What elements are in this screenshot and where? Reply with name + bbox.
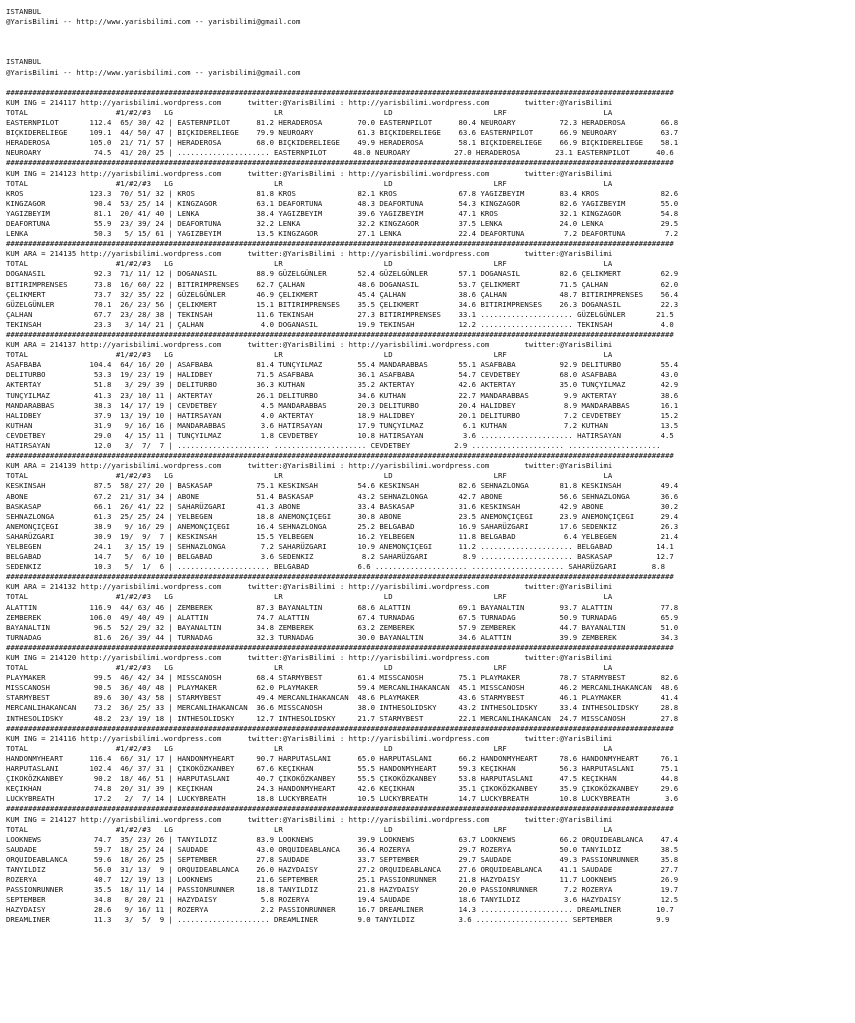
horse-row: ÇALHAN 67.7 23/ 28/ 38 | TEKINSAH 11.6 TEKINSAH 27.3 BITIRIMPRENSES 33.1 ..................... GÜZELGÜNLER 21.5 — [6, 309, 674, 319]
race-header-line: KUM ARA = 214132 http://yarisbilimi.wordpress.com twitter:@YarisBilimi : http://yarisbilimi.wordpress.com twitter:@YarisBilimi — [6, 582, 613, 592]
horse-row: EASTERNPILOT 112.4 65/ 30/ 42 | EASTERNPILOT 81.2 HERADEROSA 70.0 EASTERNPILOT 80.4 NEUROARY 72.3 HERADEROSA 66.8 — [6, 118, 679, 128]
contact-line: @YarisBilimi -- http://www.yarisbilimi.com -- yarisbilimi@gmail.com — [6, 17, 301, 27]
horse-row: HERADEROSA 105.0 21/ 71/ 57 | HERADEROSA 68.0 BIÇKIDERELIEGE 49.9 HERADEROSA 58.1 BIÇKIDERELIEGE 66.9 BIÇKIDERELIEGE 58.1 — [6, 138, 679, 148]
section-separator: ######################################################################################################################################################## — [6, 158, 674, 168]
horse-row: TUNÇYILMAZ 41.3 23/ 10/ 11 | AKTERTAY 26.1 DELITURBO 34.6 KUTHAN 22.7 MANDARABBAS 9.9 AKTERTAY 38.6 — [6, 390, 679, 400]
horse-row: SEDENKIZ 10.3 5/ 1/ 6 | ..................... BELGABAD 6.6 ..................... ..................... SAHARÜZGARI 8.8 — [6, 562, 665, 572]
section-separator: ######################################################################################################################################################## — [6, 451, 674, 461]
horse-row: SEPTEMBER 34.8 8/ 20/ 21 | HAZYDAISY 5.8 ROZERYA 19.4 SAUDADE 18.6 TANYILDIZ 3.6 HAZYDAISY 12.5 — [6, 895, 679, 905]
horse-row: ALATTIN 116.9 44/ 63/ 46 | ZEMBEREK 87.3 BAYANALTIN 68.6 ALATTIN 69.1 BAYANALTIN 93.7 ALATTIN 77.8 — [6, 602, 679, 612]
horse-row: MANDARABBAS 38.3 14/ 17/ 19 | CEVDETBEY 4.5 MANDARABBAS 20.3 DELITURBO 20.4 HALIDBEY 8.9 MANDARABBAS 16.1 — [6, 400, 679, 410]
horse-row: MISSCANOSH 90.5 36/ 40/ 48 | PLAYMAKER 62.0 PLAYMAKER 59.4 MERCANLIHAKANCAN 45.1 MISSCANOSH 46.2 MERCANLIHAKANCAN 48.6 — [6, 683, 679, 693]
horse-row: KINGZAGOR 90.4 53/ 25/ 14 | KINGZAGOR 63.1 DEAFORTUNA 48.3 DEAFORTUNA 54.3 KINGZAGOR 82.6 YAGIZBEYIM 55.0 — [6, 198, 679, 208]
horse-row: INTHESOLIDSKY 48.2 23/ 19/ 18 | INTHESOLIDSKY 12.7 INTHESOLIDSKY 21.7 STARMYBEST 22.1 MERCANLIHAKANCAN 24.7 MISSCANOSH 27.8 — [6, 713, 679, 723]
horse-row: DREAMLINER 11.3 3/ 5/ 9 | ..................... DREAMLINER 9.0 TANYILDIZ 3.6 ..................... SEPTEMBER 9.9 — [6, 915, 670, 925]
blank-line — [6, 27, 678, 37]
horse-row: ANEMONÇIÇEGI 38.9 9/ 16/ 29 | ANEMONÇIÇEGI 16.4 SEHNAZLONGA 25.2 BELGABAD 16.9 SAHARÜZGARI 17.6 SEDENKIZ 26.3 — [6, 521, 679, 531]
horse-row: GÜZELGÜNLER 70.1 26/ 23/ 56 | ÇELIKMERT 15.1 BITIRIMPRENSES 35.5 ÇELIKMERT 34.6 BITIRIMPRENSES 26.3 DOGANASIL 22.3 — [6, 299, 679, 309]
horse-row: SEHNAZLONGA 61.3 25/ 25/ 24 | YELBEGEN 18.8 ANEMONÇIÇEGI 30.8 ABONE 23.5 ANEMONÇIÇEGI 23.9 ANEMONÇIÇEGI 29.4 — [6, 511, 679, 521]
column-header-line: TOTAL #1/#2/#3 LG LR LD LRF LA — [6, 663, 613, 673]
section-separator: ######################################################################################################################################################## — [6, 572, 674, 582]
horse-row: TANYILDIZ 56.0 31/ 13/ 9 | ORQUIDEABLANCA 26.0 HAZYDAISY 27.2 ORQUIDEABLANCA 27.6 ORQUIDEABLANCA 41.1 SAUDADE 27.7 — [6, 864, 679, 874]
race-header-line: KUM ING = 214117 http://yarisbilimi.wordpress.com twitter:@YarisBilimi : http://yarisbilimi.wordpress.com twitter:@YarisBilimi — [6, 97, 613, 107]
horse-row: CEVDETBEY 29.0 4/ 15/ 11 | TUNÇYILMAZ 1.8 CEVDETBEY 10.8 HATIRSAYAN 3.6 ..................... HATIRSAYAN 4.5 — [6, 430, 674, 440]
column-header-line: TOTAL #1/#2/#3 LG LR LD LRF LA — [6, 178, 613, 188]
horse-row: BIÇKIDERELIEGE 109.1 44/ 50/ 47 | BIÇKIDERELIEGE 79.9 NEUROARY 61.3 BIÇKIDERELIEGE 63.6 EASTERNPILOT 66.9 NEUROARY 63.7 — [6, 128, 679, 138]
horse-row: TURNADAG 81.6 26/ 39/ 44 | TURNADAG 32.3 TURNADAG 30.0 BAYANALTIN 34.6 ALATTIN 39.9 ZEMBEREK 34.3 — [6, 632, 679, 642]
horse-row: HALIDBEY 37.9 13/ 19/ 10 | HATIRSAYAN 4.0 AKTERTAY 18.9 HALIDBEY 20.1 DELITURBO 7.2 CEVDETBEY 15.2 — [6, 410, 679, 420]
horse-row: BAYANALTIN 96.5 52/ 29/ 32 | BAYANALTIN 34.8 ZEMBEREK 63.2 ZEMBEREK 57.9 ZEMBEREK 44.7 BAYANALTIN 51.0 — [6, 622, 679, 632]
column-header-line: TOTAL #1/#2/#3 LG LR LD LRF LA — [6, 471, 613, 481]
horse-row: YAGIZBEYIM 81.1 20/ 41/ 40 | LENKA 38.4 YAGIZBEYIM 39.6 YAGIZBEYIM 47.1 KROS 32.1 KINGZAGOR 54.8 — [6, 208, 679, 218]
section-separator: ######################################################################################################################################################## — [6, 87, 674, 97]
horse-row: DOGANASIL 92.3 71/ 11/ 12 | DOGANASIL 88.9 GÜZELGÜNLER 52.4 GÜZELGÜNLER 57.1 DOGANASIL 82.6 ÇELIKMERT 62.9 — [6, 269, 679, 279]
horse-row: ABONE 67.2 21/ 31/ 34 | ABONE 51.4 BASKASAP 43.2 SEHNAZLONGA 42.7 ABONE 56.6 SEHNAZLONGA 36.6 — [6, 491, 679, 501]
horse-row: KROS 123.3 70/ 51/ 32 | KROS 81.8 KROS 82.1 KROS 67.8 YAGIZBEYIM 83.4 KROS 82.6 — [6, 188, 679, 198]
section-separator: ######################################################################################################################################################## — [6, 723, 674, 733]
blank-line — [6, 78, 678, 88]
horse-row: DEAFORTUNA 55.9 23/ 39/ 24 | DEAFORTUNA 32.2 LENKA 32.2 KINGZAGOR 37.5 LENKA 24.0 LENKA 29.5 — [6, 218, 679, 228]
horse-row: BELGABAD 14.7 5/ 6/ 10 | BELGABAD 3.6 SEDENKIZ 8.2 SAHARÜZGARI 8.9 ..................... BASKASAP 12.7 — [6, 552, 674, 562]
horse-row: SAHARÜZGARI 30.9 19/ 9/ 7 | KESKINSAH 15.5 YELBEGEN 16.2 YELBEGEN 11.8 BELGABAD 6.4 YELBEGEN 21.4 — [6, 531, 679, 541]
race-header-line: KUM ING = 214120 http://yarisbilimi.wordpress.com twitter:@YarisBilimi : http://yarisbilimi.wordpress.com twitter:@YarisBilimi — [6, 653, 613, 662]
horse-row: PLAYMAKER 99.5 46/ 42/ 34 | MISSCANOSH 68.4 STARMYBEST 61.4 MISSCANOSH 75.1 PLAYMAKER 78.7 STARMYBEST 82.6 — [6, 673, 679, 683]
horse-row: BASKASAP 66.1 26/ 41/ 22 | SAHARÜZGARI 41.3 ABONE 33.4 BASKASAP 31.6 KESKINSAH 42.9 ABONE 30.2 — [6, 501, 679, 511]
city-title: ISTANBUL — [6, 7, 42, 16]
column-header-line: TOTAL #1/#2/#3 LG LR LD LRF LA — [6, 350, 613, 360]
horse-row: DELITURBO 53.3 19/ 23/ 19 | HALIDBEY 71.5 ASAFBABA 36.1 ASAFBABA 54.7 CEVDETBEY 68.0 ASAFBABA 43.0 — [6, 370, 679, 380]
horse-row: HANDONMYHEART 116.4 66/ 31/ 17 | HANDONMYHEART 90.7 HARPUTASLANI 65.0 HARPUTASLANI 66.2 HANDONMYHEART 78.6 HANDONMYHEART 76.1 — [6, 753, 679, 763]
column-header-line: TOTAL #1/#2/#3 LG LR LD LRF LA — [6, 259, 613, 269]
horse-row: HARPUTASLANI 102.4 46/ 37/ 31 | ÇIKOKÖZKANBEY 67.6 KEÇIKHAN 55.5 HANDONMYHEART 59.3 KEÇIKHAN 56.3 HARPUTASLANI 75.1 — [6, 764, 679, 774]
section-separator: ######################################################################################################################################################## — [6, 804, 674, 814]
city-title: ISTANBUL — [6, 57, 42, 67]
race-header-line: KUM ING = 214123 http://yarisbilimi.wordpress.com twitter:@YarisBilimi : http://yarisbilimi.wordpress.com twitter:@YarisBilimi — [6, 168, 613, 178]
horse-row: ÇIKOKÖZKANBEY 90.2 18/ 46/ 51 | HARPUTASLANI 40.7 ÇIKOKÖZKANBEY 55.5 ÇIKOKÖZKANBEY 53.8 HARPUTASLANI 47.5 KEÇIKHAN 44.8 — [6, 774, 679, 784]
column-header-line: TOTAL #1/#2/#3 LG LR LD LRF LA — [6, 824, 613, 834]
horse-row: BITIRIMPRENSES 73.8 16/ 60/ 22 | BITIRIMPRENSES 62.7 ÇALHAN 48.6 DOGANASIL 53.7 ÇELIKMERT 71.5 ÇALHAN 62.0 — [6, 279, 679, 289]
blank-line — [6, 37, 678, 47]
horse-row: KESKINSAH 87.5 58/ 27/ 20 | BASKASAP 75.1 KESKINSAH 54.6 KESKINSAH 82.6 SEHNAZLONGA 81.8 KESKINSAH 49.4 — [6, 481, 679, 491]
horse-row: NEUROARY 74.5 41/ 20/ 25 | ..................... EASTERNPILOT 48.0 NEUROARY 27.0 HERADEROSA 23.1 EASTERNPILOT 40.6 — [6, 148, 674, 158]
horse-row: HAZYDAISY 28.6 9/ 16/ 11 | ROZERYA 2.2 PASSIONRUNNER 16.7 DREAMLINER 14.3 ..................... DREAMLINER 10.7 — [6, 905, 674, 915]
horse-row: MERCANLIHAKANCAN 73.2 36/ 25/ 33 | MERCANLIHAKANCAN 36.6 MISSCANOSH 38.0 INTHESOLIDSKY 43.2 INTHESOLIDSKY 33.4 INTHESOLIDSKY 28.8 — [6, 703, 679, 713]
column-header-line: TOTAL #1/#2/#3 LG LR LD LRF LA — [6, 743, 613, 753]
horse-row: KEÇIKHAN 74.8 20/ 31/ 39 | KEÇIKHAN 24.3 HANDONMYHEART 42.6 KEÇIKHAN 35.1 ÇIKOKÖZKANBEY 35.9 ÇIKOKÖZKANBEY 29.6 — [6, 784, 679, 794]
contact-line: @YarisBilimi -- http://www.yarisbilimi.com -- yarisbilimi@gmail.com — [6, 67, 301, 77]
horse-row: PASSIONRUNNER 35.5 18/ 11/ 14 | PASSIONRUNNER 18.8 TANYILDIZ 21.8 HAZYDAISY 20.0 PASSIONRUNNER 7.2 ROZERYA 19.7 — [6, 885, 679, 895]
column-header-line: TOTAL #1/#2/#3 LG LR LD LRF LA — [6, 107, 613, 117]
race-header-line: KUM ARA = 214135 http://yarisbilimi.wordpress.com twitter:@YarisBilimi : http://yarisbilimi.wordpress.com twitter:@YarisBilimi — [6, 249, 613, 259]
blank-line — [6, 47, 678, 57]
horse-row: TEKINSAH 23.3 3/ 14/ 21 | ÇALHAN 4.0 DOGANASIL 19.9 TEKINSAH 12.2 ..................... TEKINSAH 4.0 — [6, 319, 674, 329]
race-header-line: KUM ARA = 214137 http://yarisbilimi.wordpress.com twitter:@YarisBilimi : http://yarisbilimi.wordpress.com twitter:@YarisBilimi — [6, 340, 613, 350]
race-header-line: KUM ING = 214127 http://yarisbilimi.wordpress.com twitter:@YarisBilimi : http://yarisbilimi.wordpress.com twitter:@YarisBilimi — [6, 814, 613, 824]
horse-row: HATIRSAYAN 12.0 3/ 7/ 7 | ..................... ..................... CEVDETBEY 2.9 ..................... ..................... — [6, 441, 661, 451]
horse-row: LUCKYBREATH 17.2 2/ 7/ 14 | LUCKYBREATH 18.8 LUCKYBREATH 10.5 LUCKYBREATH 14.7 LUCKYBREATH 10.8 LUCKYBREATH 3.6 — [6, 794, 679, 804]
horse-row: YELBEGEN 24.1 3/ 15/ 19 | SEHNAZLONGA 7.2 SAHARÜZGARI 10.9 ANEMONÇIÇEGI 11.2 ..................... BELGABAD 14.1 — [6, 541, 674, 551]
section-separator: ######################################################################################################################################################## — [6, 330, 674, 339]
horse-row: SAUDADE 59.7 18/ 25/ 24 | SAUDADE 43.0 ORQUIDEABLANCA 36.4 ROZERYA 29.7 ROZERYA 50.0 TANYILDIZ 38.5 — [6, 844, 679, 854]
horse-row: ÇELIKMERT 73.7 32/ 35/ 22 | GÜZELGÜNLER 46.9 ÇELIKMERT 45.4 ÇALHAN 38.6 ÇALHAN 48.7 BITIRIMPRENSES 56.4 — [6, 289, 679, 299]
horse-row: AKTERTAY 51.8 3/ 29/ 39 | DELITURBO 36.3 KUTHAN 35.2 AKTERTAY 42.6 AKTERTAY 35.0 TUNÇYILMAZ 42.9 — [6, 380, 679, 390]
horse-row: LENKA 50.3 5/ 15/ 61 | YAGIZBEYIM 13.5 KINGZAGOR 27.1 LENKA 22.4 DEAFORTUNA 7.2 DEAFORTUNA 7.2 — [6, 229, 679, 239]
section-separator: ######################################################################################################################################################## — [6, 642, 674, 652]
section-separator: ######################################################################################################################################################## — [6, 239, 674, 249]
horse-row: LOOKNEWS 74.7 35/ 23/ 26 | TANYILDIZ 83.9 LOOKNEWS 39.9 LOOKNEWS 63.7 LOOKNEWS 66.2 ORQUIDEABLANCA 47.4 — [6, 834, 679, 844]
horse-row: ZEMBEREK 106.0 49/ 40/ 49 | ALATTIN 74.7 ALATTIN 67.4 TURNADAG 67.5 TURNADAG 50.9 TURNADAG 65.9 — [6, 612, 679, 622]
horse-row: KUTHAN 31.9 9/ 16/ 16 | MANDARABBAS 3.6 HATIRSAYAN 17.9 TUNÇYILMAZ 6.1 KUTHAN 7.2 KUTHAN 13.5 — [6, 420, 679, 430]
race-header-line: KUM ING = 214116 http://yarisbilimi.wordpress.com twitter:@YarisBilimi : http://yarisbilimi.wordpress.com twitter:@YarisBilimi — [6, 733, 613, 743]
race-header-line: KUM ARA = 214139 http://yarisbilimi.wordpress.com twitter:@YarisBilimi : http://yarisbilimi.wordpress.com twitter:@YarisBilimi — [6, 461, 613, 471]
horse-row: ORQUIDEABLANCA 59.6 18/ 26/ 25 | SEPTEMBER 27.8 SAUDADE 33.7 SEPTEMBER 29.7 SAUDADE 49.3 PASSIONRUNNER 35.8 — [6, 854, 679, 864]
horse-row: ROZERYA 40.7 12/ 19/ 13 | LOOKNEWS 21.6 SEPTEMBER 25.1 PASSIONRUNNER 21.8 HAZYDAISY 11.7 LOOKNEWS 26.9 — [6, 875, 679, 885]
horse-row: STARMYBEST 89.6 30/ 43/ 58 | STARMYBEST 49.4 MERCANLIHAKANCAN 48.6 PLAYMAKER 43.6 STARMYBEST 46.1 PLAYMAKER 41.4 — [6, 693, 679, 703]
column-header-line: TOTAL #1/#2/#3 LG LR LD LRF LA — [6, 592, 613, 602]
horse-row: ASAFBABA 104.4 64/ 16/ 20 | ASAFBABA 81.4 TUNÇYILMAZ 55.4 MANDARABBAS 55.1 ASAFBABA 92.9 DELITURBO 55.4 — [6, 360, 679, 370]
race-statistics-document — [6, 7, 678, 926]
